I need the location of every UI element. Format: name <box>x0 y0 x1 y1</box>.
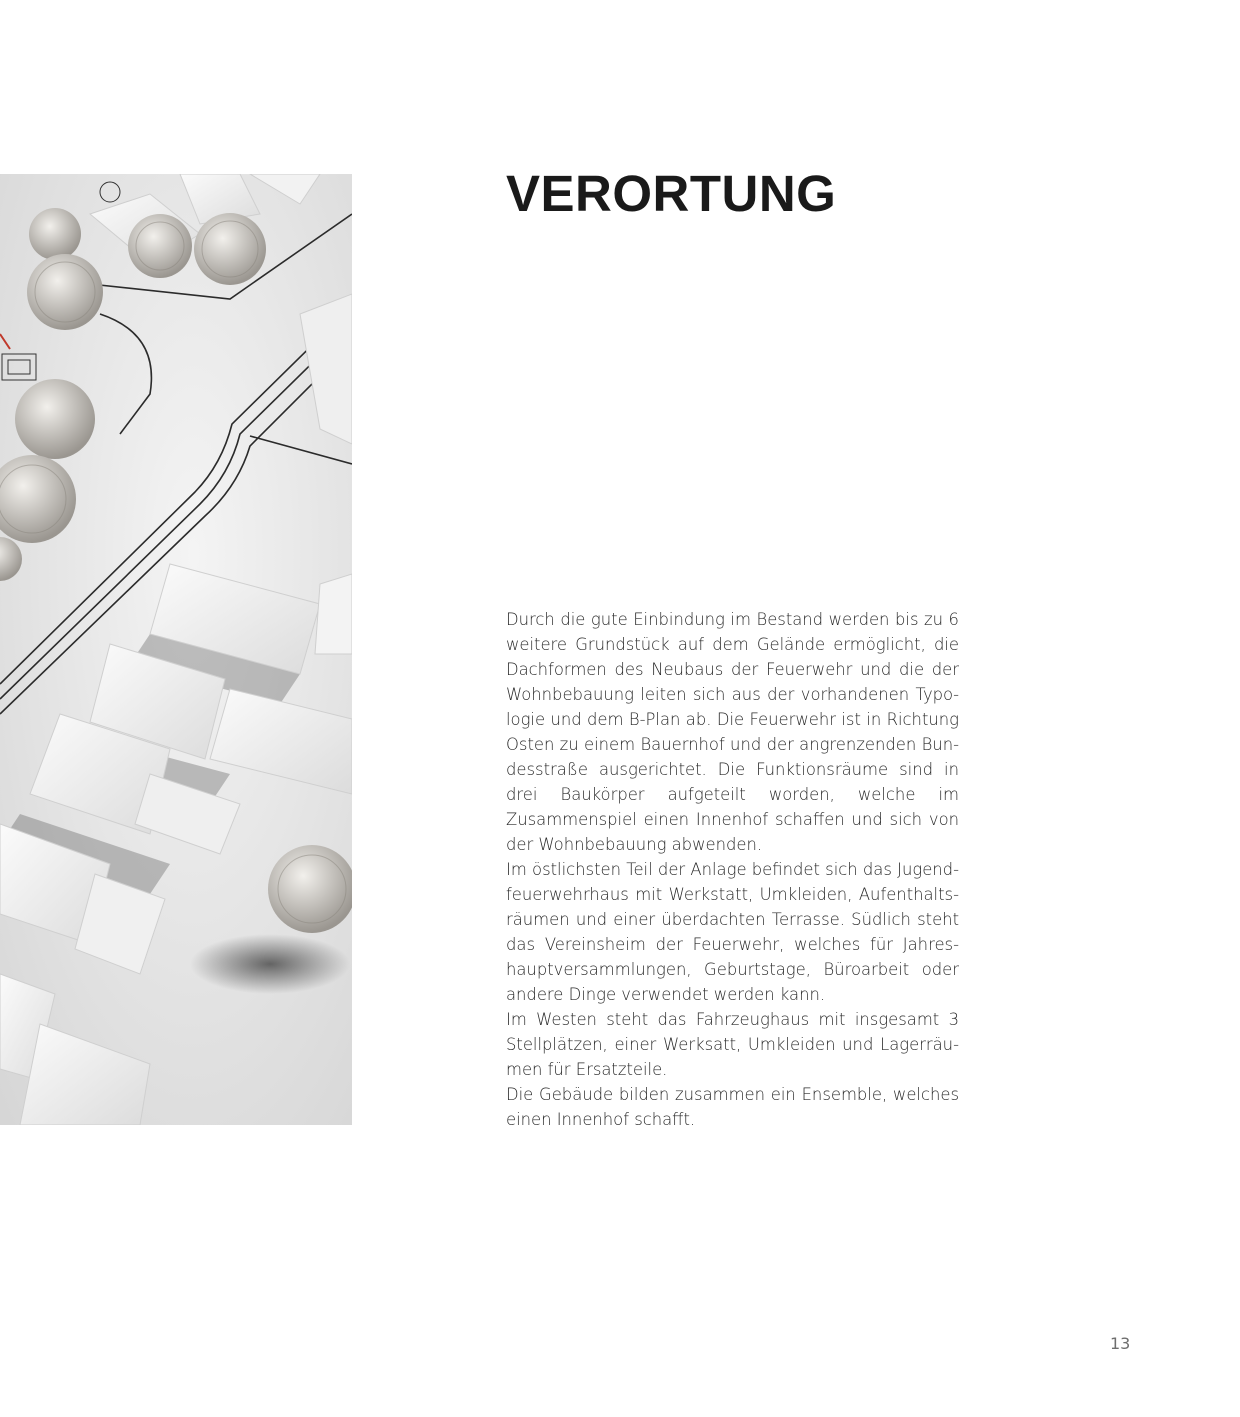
body-paragraph: Die Gebäude bilden zusammen ein Ensemble, welches einen Innenhof schafft. <box>506 1085 959 1129</box>
page-title: VERORTUNG <box>506 165 837 222</box>
page-number: 13 <box>1110 1334 1131 1353</box>
body-text <box>506 607 959 1132</box>
body-paragraph: Im östlichsten Teil der Anlage befindet sich das Jugendfeuerwehrhaus mit Werkstatt, Umkleiden, Aufenthaltsräumen und einer überdachten Terrasse. Südlich steht das Vereinsheim der Feuerwehr, welches für Jahreshauptversammlungen, Geburtstage, Büroarbeit oder andere Dinge verwendet werden kann. <box>506 860 959 1004</box>
body-paragraph: Im Westen steht das Fahrzeughaus mit insgesamt 3 Stellplätzen, einer Werksatt, Umkleiden und Lagerräumen für Ersatzteile. <box>506 1010 959 1079</box>
body-paragraph: Durch die gute Einbindung im Bestand werden bis zu 6 weitere Grundstück auf dem Gelände ermöglicht, die Dachformen des Neubaus der Feuerwehr und die der Wohnbebauung leiten sich aus der vorhandenen Typologie und dem B-Plan ab. Die Feuerwehr ist in Richtung Osten zu einem Bauernhof und der angrenzenden Bundesstraße ausgerichtet. Die Funktionsräume sind in drei Baukörper aufgeteilt worden, welche im Zusammenspiel einen Innenhof schaffen und sich von der Wohnbebauung abwenden. <box>506 610 959 854</box>
site-model-photo <box>0 174 352 1125</box>
